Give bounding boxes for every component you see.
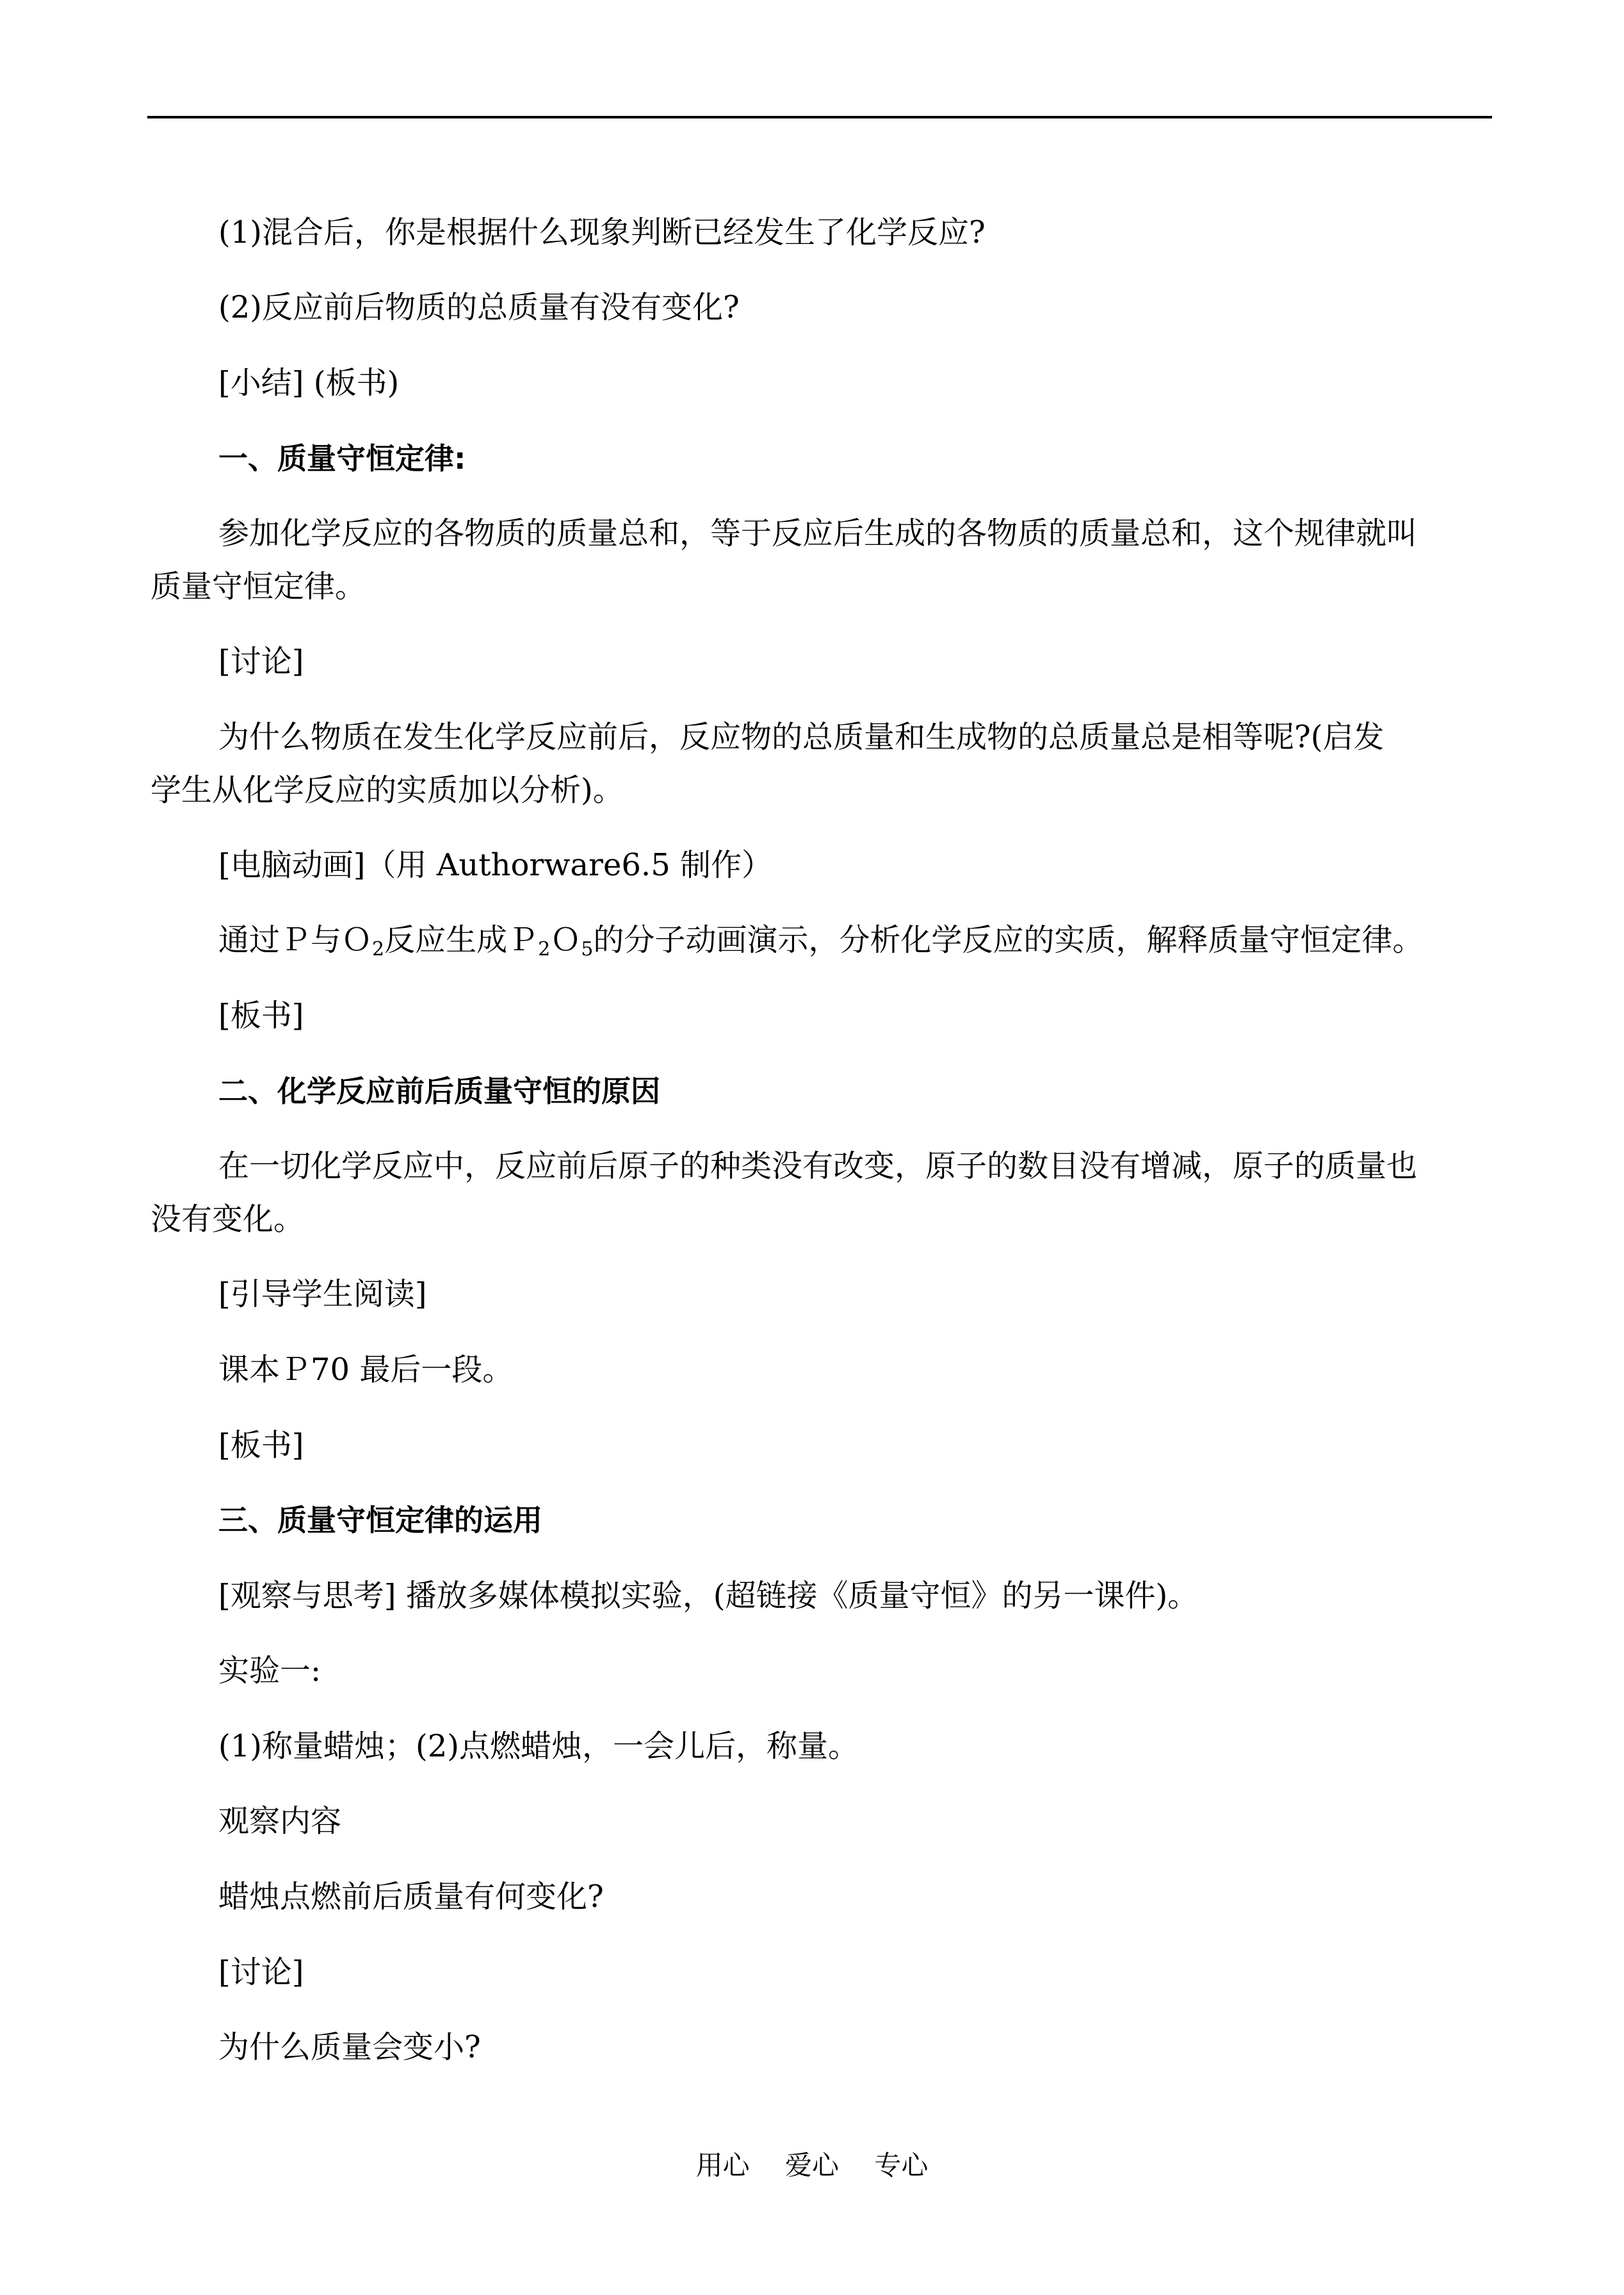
experiment-1-steps: (1)称量蜡烛；(2)点燃蜡烛，一会儿后，称量。	[218, 1728, 859, 1764]
question-2: (2)反应前后物质的总质量有没有变化?	[218, 289, 740, 325]
observe-question: 蜡烛点燃前后质量有何变化?	[218, 1879, 604, 1915]
anim-text-1: 通过Ｐ与Ｏ	[218, 922, 373, 958]
anim-text-2: 反应生成Ｐ	[384, 922, 539, 958]
discuss-tag-2: [讨论]	[218, 1954, 304, 1990]
board-tag-2: [板书]	[218, 1427, 304, 1463]
anim-text-4: 的分子动画演示，分析化学反应的实质，解释质量守恒定律。	[593, 922, 1424, 958]
textbook-reference: 课本Ｐ70 最后一段。	[218, 1352, 514, 1388]
summary-tag: [小结] (板书)	[218, 365, 400, 401]
header-rule	[147, 116, 1492, 118]
question-1: (1)混合后，你是根据什么现象判断已经发生了化学反应?	[218, 215, 986, 250]
observe-content: 观察内容	[218, 1803, 342, 1839]
paragraph-2-line-2: 学生从化学反应的实质加以分析)。	[150, 772, 624, 808]
page-footer: 用心 爱心 专心	[695, 2150, 929, 2181]
anim-sub-2: 2	[538, 938, 551, 961]
observe-line: [观察与思考] 播放多媒体模拟实验，(超链接《质量守恒》的另一课件)。	[218, 1578, 1199, 1614]
experiment-1-label: 实验一:	[218, 1653, 321, 1689]
anim-sub-3: 5	[581, 938, 594, 961]
anim-text-3: Ｏ	[550, 922, 581, 958]
paragraph-3-line-1: 在一切化学反应中，反应前后原子的种类没有改变，原子的数目没有增减，原子的质量也	[218, 1148, 1418, 1184]
guide-tag: [引导学生阅读]	[218, 1276, 427, 1312]
anim-sub-1: 2	[372, 938, 385, 961]
final-question: 为什么质量会变小?	[218, 2029, 481, 2065]
paragraph-2-line-1: 为什么物质在发生化学反应前后，反应物的总质量和生成物的总质量总是相等呢?(启发	[218, 719, 1384, 755]
animation-tag: [电脑动画]（用 Authorware6.5 制作）	[218, 847, 772, 883]
paragraph-1-line-2: 质量守恒定律。	[150, 569, 366, 604]
heading-3: 三、质量守恒定律的运用	[218, 1503, 542, 1537]
paragraph-1-line-1: 参加化学反应的各物质的质量总和，等于反应后生成的各物质的质量总和，这个规律就叫	[218, 515, 1418, 551]
paragraph-3-line-2: 没有变化。	[150, 1201, 305, 1237]
animation-description	[218, 921, 1423, 959]
heading-2: 二、化学反应前后质量守恒的原因	[218, 1074, 660, 1108]
discuss-tag-1: [讨论]	[218, 644, 304, 679]
board-tag-1: [板书]	[218, 998, 304, 1034]
heading-1: 一、质量守恒定律:	[218, 441, 466, 476]
